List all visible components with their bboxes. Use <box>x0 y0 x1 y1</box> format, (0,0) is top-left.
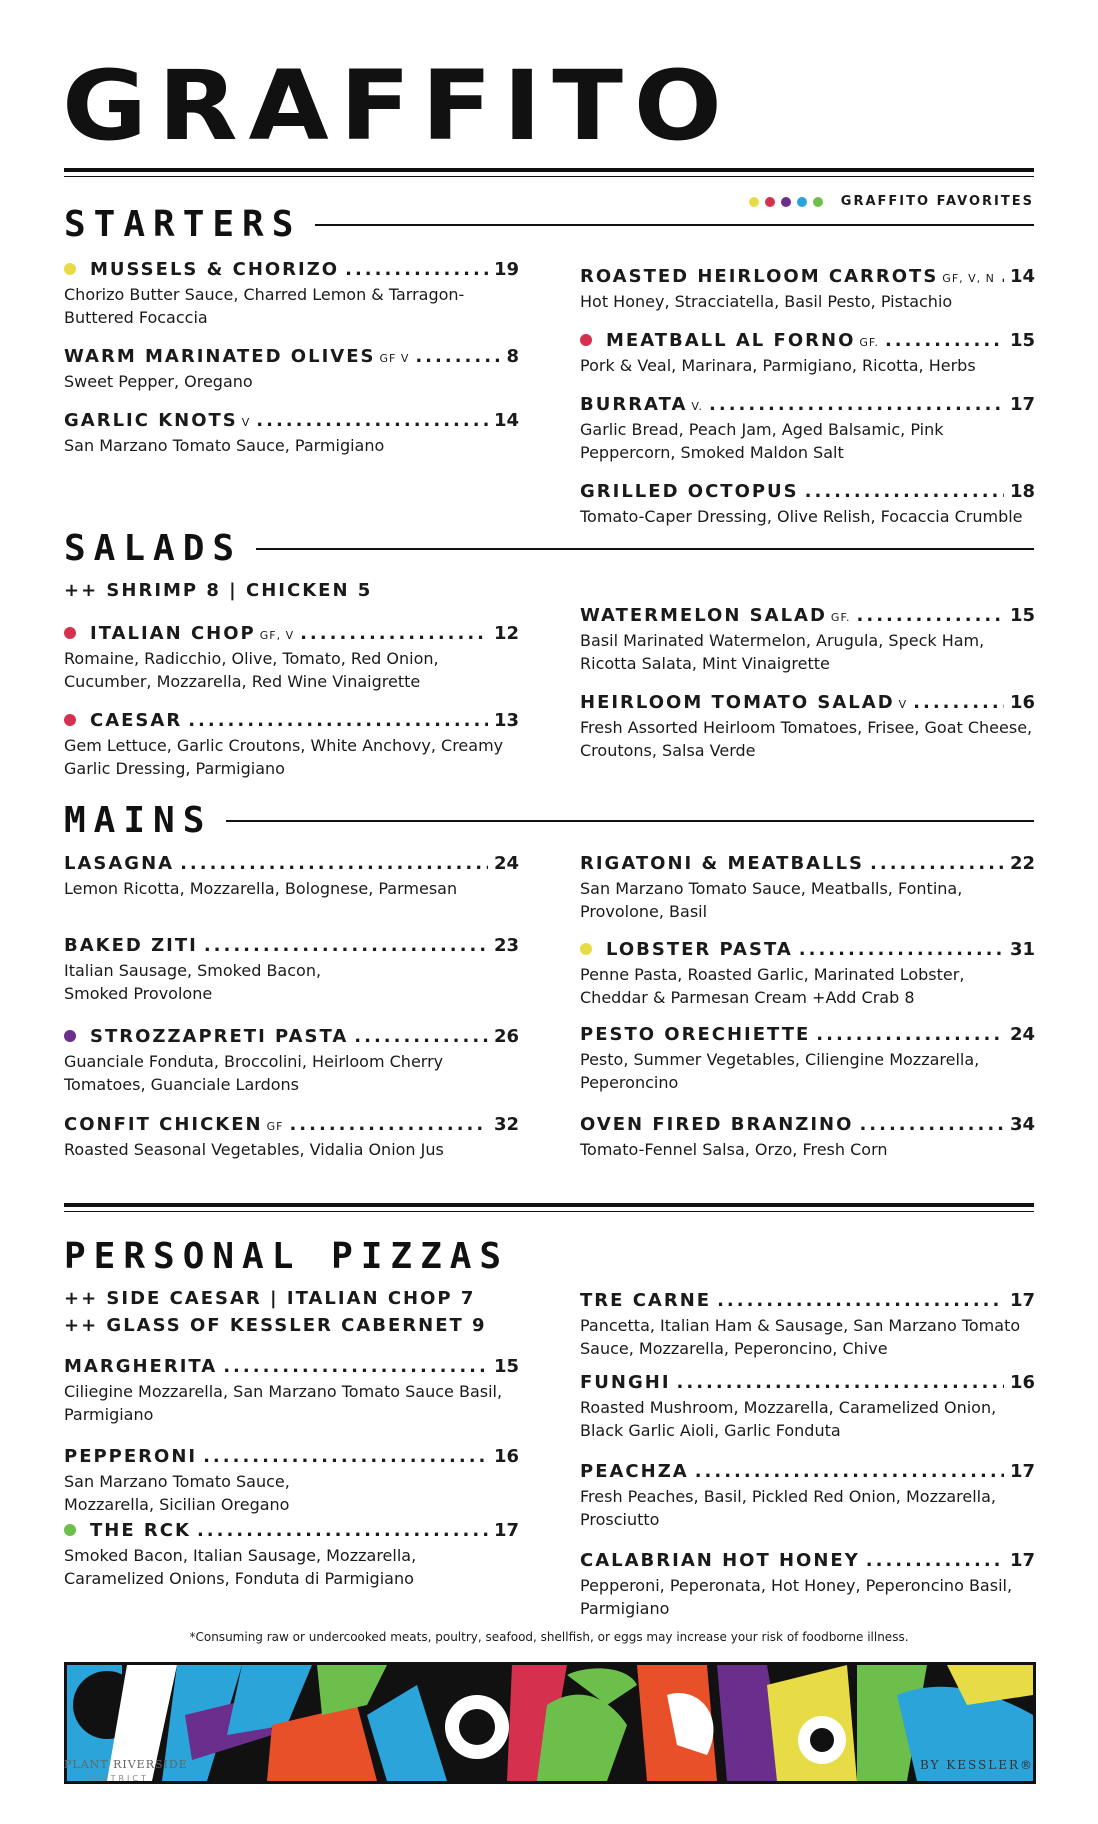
menu-item-baked-ziti <box>64 935 519 1005</box>
item-tag: GF, V, N <box>942 272 995 285</box>
item-price: 26 <box>493 1026 519 1047</box>
menu-item-carrots <box>580 266 1035 313</box>
menu-item-margherita <box>64 1356 519 1426</box>
favorite-dot-icon <box>64 1524 76 1536</box>
menu-item-pepperoni <box>64 1446 519 1516</box>
menu-item-burrata <box>580 394 1035 464</box>
item-name: LOBSTER PASTA <box>606 939 793 960</box>
item-price: 13 <box>493 710 519 731</box>
item-price: 17 <box>1009 1290 1035 1311</box>
menu-item-strozzapreti <box>64 1026 519 1096</box>
item-price: 16 <box>1009 692 1035 713</box>
item-price: 16 <box>1009 1372 1035 1393</box>
item-price: 14 <box>1009 266 1035 287</box>
section-rule <box>315 224 1034 226</box>
item-description: Fresh Peaches, Basil, Pickled Red Onion, Mozzarella, Prosciutto <box>580 1487 997 1529</box>
item-price: 19 <box>493 259 519 280</box>
favorite-dot-icon <box>64 1030 76 1042</box>
item-description: Ciliegine Mozzarella, San Marzano Tomato Sauce Basil, Parmigiano <box>64 1382 503 1424</box>
pizzas-addon-1: ++ SIDE CAESAR | ITALIAN CHOP 7 <box>64 1288 476 1309</box>
item-description: Roasted Seasonal Vegetables, Vidalia Onion Jus <box>64 1140 444 1159</box>
pizzas-heading <box>64 1236 1034 1277</box>
menu-item-meatball <box>580 330 1035 377</box>
item-description: Romaine, Radicchio, Olive, Tomato, Red Onion, Cucumber, Mozzarella, Red Wine Vinaigrette <box>64 649 439 691</box>
item-description: Tomato-Caper Dressing, Olive Relish, Focaccia Crumble <box>580 507 1023 526</box>
favorite-dot-icon <box>580 943 592 955</box>
item-price: 8 <box>506 346 519 367</box>
food-safety-disclaimer: *Consuming raw or undercooked meats, poultry, seafood, shellfish, or eggs may increase your risk of foodborne illness. <box>189 1630 909 1644</box>
section-rule <box>256 548 1034 550</box>
item-description: Tomato-Fennel Salsa, Orzo, Fresh Corn <box>580 1140 888 1159</box>
plant-riverside-sub: DISTRICT <box>88 1774 149 1783</box>
menu-item-branzino <box>580 1114 1035 1161</box>
section-title: SALADS <box>64 528 243 569</box>
menu-item-lobster-pasta <box>580 939 1035 1009</box>
item-name: PESTO ORECHIETTE <box>580 1024 811 1045</box>
menu-item-funghi <box>580 1372 1035 1442</box>
item-description: Pesto, Summer Vegetables, Ciliengine Mozzarella, Peperoncino <box>580 1050 980 1092</box>
menu-item-lasagna <box>64 853 519 900</box>
menu-item-caesar <box>64 710 519 780</box>
section-rule <box>226 820 1034 822</box>
item-name: OVEN FIRED BRANZINO <box>580 1114 854 1135</box>
item-price: 17 <box>493 1520 519 1541</box>
pizza-divider-rule-thin <box>64 1211 1034 1212</box>
menu-item-calabrian <box>580 1550 1035 1620</box>
item-name: GRILLED OCTOPUS <box>580 481 799 502</box>
item-name: MEATBALL AL FORNO <box>606 330 856 351</box>
menu-item-mussels <box>64 259 519 329</box>
item-tag: V. <box>691 400 704 413</box>
menu-item-heirloom-tomato <box>580 692 1035 762</box>
item-name: STROZZAPRETI PASTA <box>90 1026 349 1047</box>
salads-heading <box>64 528 1034 569</box>
item-price: 14 <box>493 410 519 431</box>
item-name: CONFIT CHICKEN <box>64 1114 263 1135</box>
item-description: Guanciale Fonduta, Broccolini, Heirloom Cherry Tomatoes, Guanciale Lardons <box>64 1052 444 1094</box>
section-title: MAINS <box>64 800 213 841</box>
menu-item-confit-chicken <box>64 1114 519 1161</box>
item-description: Italian Sausage, Smoked Bacon, Smoked Provolone <box>64 961 322 1003</box>
item-description: Basil Marinated Watermelon, Arugula, Speck Ham, Ricotta Salata, Mint Vinaigrette <box>580 631 985 673</box>
item-name: BAKED ZITI <box>64 935 198 956</box>
menu-item-italian-chop <box>64 623 519 693</box>
item-name: FUNGHI <box>580 1372 671 1393</box>
item-name: WARM MARINATED OLIVES <box>64 346 376 367</box>
item-name: PEACHZA <box>580 1461 689 1482</box>
favorite-dot-icon <box>64 714 76 726</box>
item-price: 24 <box>1009 1024 1035 1045</box>
item-description: Chorizo Butter Sauce, Charred Lemon & Tarragon-Buttered Focaccia <box>64 285 465 327</box>
item-description: Fresh Assorted Heirloom Tomatoes, Frisee, Goat Cheese, Croutons, Salsa Verde <box>580 718 1033 760</box>
header-rule-thin <box>64 176 1034 177</box>
menu-item-watermelon <box>580 605 1035 675</box>
legend-label: GRAFFITO FAVORITES <box>840 194 1034 209</box>
item-description: Sweet Pepper, Oregano <box>64 372 253 391</box>
item-tag: GF V <box>379 352 410 365</box>
item-description: San Marzano Tomato Sauce, Mozzarella, Sicilian Oregano <box>64 1472 290 1514</box>
restaurant-logo: GRAFFITO <box>62 50 733 162</box>
item-price: 17 <box>1009 1461 1035 1482</box>
item-price: 17 <box>1009 1550 1035 1571</box>
menu-item-garlic-knots <box>64 410 519 457</box>
item-name: BURRATA <box>580 394 688 415</box>
item-price: 12 <box>493 623 519 644</box>
section-title: PERSONAL PIZZAS <box>64 1236 510 1277</box>
item-price: 31 <box>1009 939 1035 960</box>
item-name: LASAGNA <box>64 853 175 874</box>
kessler-logo: BY KESSLER® <box>919 1758 1034 1772</box>
item-tag: GF. <box>830 611 851 624</box>
menu-item-rigatoni <box>580 853 1035 923</box>
item-price: 15 <box>1009 330 1035 351</box>
item-description: Pepperoni, Peperonata, Hot Honey, Peperoncino Basil, Parmigiano <box>580 1576 1013 1618</box>
favorite-dot-icon <box>64 627 76 639</box>
item-price: 18 <box>1009 481 1035 502</box>
section-title: STARTERS <box>64 204 302 245</box>
item-name: MARGHERITA <box>64 1356 218 1377</box>
pizzas-addon-2: ++ GLASS OF KESSLER CABERNET 9 <box>64 1315 487 1336</box>
item-price: 22 <box>1009 853 1035 874</box>
menu-item-the-rck <box>64 1520 519 1590</box>
item-description: Hot Honey, Stracciatella, Basil Pesto, Pistachio <box>580 292 953 311</box>
item-name: CAESAR <box>90 710 183 731</box>
item-description: Lemon Ricotta, Mozzarella, Bolognese, Parmesan <box>64 879 458 898</box>
item-description: Smoked Bacon, Italian Sausage, Mozzarella, Caramelized Onions, Fonduta di Parmigiano <box>64 1546 417 1588</box>
item-price: 16 <box>493 1446 519 1467</box>
header-rule <box>64 168 1034 172</box>
menu-item-octopus <box>580 481 1035 528</box>
item-price: 15 <box>1009 605 1035 626</box>
item-name: MUSSELS & CHORIZO <box>90 259 340 280</box>
item-description: Penne Pasta, Roasted Garlic, Marinated Lobster, Cheddar & Parmesan Cream +Add Crab 8 <box>580 965 965 1007</box>
item-name: HEIRLOOM TOMATO SALAD <box>580 692 895 713</box>
item-tag: V <box>241 416 251 429</box>
item-name: ITALIAN CHOP <box>90 623 256 644</box>
item-description: San Marzano Tomato Sauce, Parmigiano <box>64 436 385 455</box>
item-description: Pork & Veal, Marinara, Parmigiano, Ricotta, Herbs <box>580 356 976 375</box>
item-name: TRE CARNE <box>580 1290 712 1311</box>
item-description: San Marzano Tomato Sauce, Meatballs, Fontina, Provolone, Basil <box>580 879 963 921</box>
item-price: 17 <box>1009 394 1035 415</box>
item-description: Pancetta, Italian Ham & Sausage, San Marzano Tomato Sauce, Mozzarella, Peperoncino, Chive <box>580 1316 1021 1358</box>
item-description: Garlic Bread, Peach Jam, Aged Balsamic, Pink Peppercorn, Smoked Maldon Salt <box>580 420 944 462</box>
item-name: GARLIC KNOTS <box>64 410 238 431</box>
item-tag: GF. <box>859 336 879 349</box>
menu-item-olives <box>64 346 519 393</box>
item-description: Gem Lettuce, Garlic Croutons, White Anchovy, Creamy Garlic Dressing, Parmigiano <box>64 736 504 778</box>
item-name: ROASTED HEIRLOOM CARROTS <box>580 266 939 287</box>
item-name: THE RCK <box>90 1520 191 1541</box>
item-price: 32 <box>493 1114 519 1135</box>
favorite-dot-icon <box>64 263 76 275</box>
item-name: RIGATONI & MEATBALLS <box>580 853 865 874</box>
item-name: CALABRIAN HOT HONEY <box>580 1550 860 1571</box>
item-price: 15 <box>493 1356 519 1377</box>
mains-heading <box>64 800 1034 841</box>
menu-item-tre-carne <box>580 1290 1035 1360</box>
plant-riverside-logo: PLANT RIVERSIDE <box>64 1758 188 1771</box>
item-description: Roasted Mushroom, Mozzarella, Caramelized Onion, Black Garlic Aioli, Garlic Fonduta <box>580 1398 997 1440</box>
pizza-divider-rule <box>64 1203 1034 1207</box>
item-price: 23 <box>493 935 519 956</box>
salads-addon: ++ SHRIMP 8 | CHICKEN 5 <box>64 580 373 601</box>
menu-item-peachza <box>580 1461 1035 1531</box>
graffiti-mural-image <box>64 1662 1036 1784</box>
item-tag: V <box>898 698 908 711</box>
item-price: 34 <box>1009 1114 1035 1135</box>
item-tag: GF <box>266 1120 284 1133</box>
starters-heading <box>64 204 1034 245</box>
item-tag: GF, V <box>259 629 295 642</box>
item-name: PEPPERONI <box>64 1446 198 1467</box>
item-price: 24 <box>493 853 519 874</box>
menu-item-pesto-orechiette <box>580 1024 1035 1094</box>
item-name: WATERMELON SALAD <box>580 605 827 626</box>
favorite-dot-icon <box>580 334 592 346</box>
